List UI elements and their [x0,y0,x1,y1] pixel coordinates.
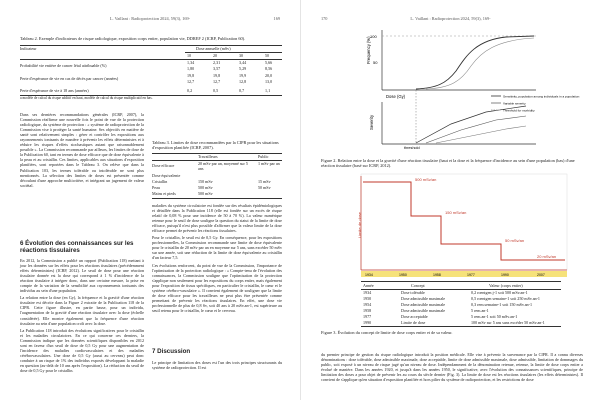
table2-cell: 5,66 [265,60,273,65]
table2-cell: 12,8 [239,79,247,84]
paragraph: Pour le cristallin, le seuil est de 0,5 Gy. En conséquence, pour les expositions professionnelles, la Commission recommande une limite de dose équivalente pour le cristallin de 20 mSv par an en moyenne sur 5 ans, sans excéder 50 mSv sur une année, soit une réduction de la limite de dose équivalente au cristallin d'un facteur 7,5. [152,235,282,261]
fig2-frequency-curve-2 [426,38,534,89]
fig3-table-top-rule [361,281,561,282]
table2-top-rule [20,45,282,46]
fig3-year: 1958 [433,273,441,277]
section-7-heading: 7 Discussion [152,348,191,355]
fig3-year: 2007 [537,273,545,277]
table2-cell: 1,34 [187,60,195,65]
table2-cell: 8,56 [265,66,273,71]
table3-cell: 20 mSv par an, moyenné sur 5 ans [198,161,248,171]
fig3-table-cell: Dose admissible maximale [401,296,446,301]
table2-cell: 0,7 [239,88,245,93]
table2-cell: 3,44 [239,60,247,65]
left-col1-text [20,112,144,236]
fig3-table-cell: 5 rem.an-1 [471,308,489,313]
left-col2-text [152,203,282,345]
table3-bottom-rule [152,198,282,199]
table2-cell: 19,8 [187,73,195,78]
fig3-table-cell: 5 rem.an-1 soit 50 mSv.an-1 [471,314,518,319]
table2-row-label: Probabilité vie entière de cancer létal attribuable (%) [20,63,107,68]
fig3-table-cell: 1990 [363,320,372,325]
table3-cell: 50 mSv [258,185,271,190]
table2-cell: 13,0 [265,79,273,84]
figure-2-diagram [356,26,580,150]
table3-cell: 1 mSv par an [258,161,280,166]
fig3-table-cell: Dose acceptable [401,314,428,319]
table2-col-dose: Dose annuelle (mSv) [196,46,231,51]
left-col2-text-2 [152,360,282,390]
fig3-table-head-rule [361,289,561,290]
fig2-frequency-curve [416,36,534,89]
table3-caption: Tableau 3. Limites de dose recommandées par la CIPR pour les situations d'exposition planifiée (ICRP, 2007). [152,140,279,151]
table2-footnote: a modèle de calcul du risque additif en haut, modèle de calcul du risque multiplicatif en bas. [20,96,153,100]
fig3-table-cell: 1958 [363,308,372,313]
right-page [300,0,600,400]
right-body-text: du premier principe de gestion du risque radiologique introduit la position médicale. Elle vise à prévenir la survenance par la CIPR. Il a connu diverses dénominations : dose tolérable, dose admissible maximale, dose acceptable, limite de dose admissible maximale, dose admissible, limitation de dommages du public, soit exposé à un niveau de risque jugé qu'un niveau de dose. Indépendamment de la dénomination retenue, retenue, la limite de dose corps entier a évolué de manière. Dans les années 1920, et jusqu'à dans les années 1950, le significative, avec l'évolution des connaissances scientifiques, principe de limitation des doses a pour objet de prévenir les au cours du siècle dernier (Fig. 3). La limite de dose est les réactions tissulaires (les effets déterministes). Il convient de s'applique qu'en situation d'exposition planifiée et hors pilier du système de radioprotection, et les restrictions de dose [321,352,583,383]
table3-cell: 500 mSv [198,185,213,190]
table3-cell: 500 mSv [198,191,213,196]
paragraph: Le principe de limitation des doses est l'un des trois principes structurants du système de radioprotection. Il est [152,360,282,371]
fig3-table-head: Valeur (corps entier) [489,283,523,288]
fig2-legend-text: Threshold for morbidity [503,108,535,113]
left-page-number: 169 [273,16,280,21]
fig3-year: 1990 [501,273,509,277]
table2-cell: 19,9 [239,73,247,78]
table2-cell: 5,29 [239,66,247,71]
table2-cell: 0,5 [213,88,219,93]
fig3-year: 1950 [399,273,407,277]
table3-row-label: Dose équivalente [152,173,181,178]
fig3-table-cell: Dose tolérable [401,290,425,295]
fig2-severity-label: Severity [369,114,374,130]
fig3-table-cell: 1977 [363,314,372,319]
table2-cell: 2,31 [213,60,221,65]
table2-cell: 20,0 [265,73,273,78]
table2-row-label: Perte d'espérance de vie à 18 ans (années) [20,88,89,93]
figure-2-caption: Figure 2. Relation entre la dose et la gravité d'une réaction tissulaire (haut et la dose et la fréquence d'incidence au sein d'une population (bas) d'une réaction tissulaire (basé sur ICRP, 2012). [321,158,575,169]
fig3-table-cell: 1954 [363,302,372,307]
fig3-table-cell: Dose admissible maximale [401,308,446,313]
table3-row-label: Cristallin [152,179,168,184]
fig3-year-axis [361,271,567,277]
table2-cell: 12,7 [187,79,195,84]
table3-col-workers: Travailleurs [198,154,218,159]
table2-cell: 1,1 [265,88,271,93]
paragraph: En 2012, la Commission a publié un rapport (Publication 118) mettant à jour les données sur les effets pour les réactions tissulaires (précédemment effets déterministes) (ICRP, 2012). Le seuil de dose pour une réaction tissulaire donnée est la dose qui correspond à 1 % d'incidence de la réaction tissulaire à intégrer donc, dans une certaine mesure, la prise en compte de la variation de la sensibilité aux rayonnements ionisants des individus au sein d'une population. [20,258,144,294]
table2-cell: 19,8 [213,73,221,78]
fig2-y-50: 50 [373,60,378,65]
figure-3-caption: Figure 3. Évolution du concept de limite de dose corps entier et de sa valeur. [321,330,453,335]
paragraph: La relation entre la dose (en Gy), la fréquence et la gravité d'une réaction tissulaire est décrite dans la Figure 2 extraite de la Publication 118 de la CIPR. Cette figure illustre, en partie basse, pour un individu, l'augmentation de la gravité d'une réaction tissulaire avec la dose (échelle considérée). Elle montre également que la fréquence d'une réaction tissulaire au sein d'une population croît avec la dose. [20,295,144,326]
fig3-table-cell: Limite de dose [401,320,426,325]
table2-cell: 0,2 [187,88,193,93]
fig3-table-head: Année [363,283,374,288]
fig3-table-head: Concept [411,283,425,288]
fig3-y-label: Limite de dose [357,211,362,238]
table3-col-public: Public [258,154,269,159]
table2-col-indicator: Indicateur [20,46,37,51]
left-header-author: L. Vaillant : Radioprotection 2024, 59(3), 169- [109,16,191,21]
table2-dose-20: 20 [213,53,218,58]
table2-row-label: Perte d'espérance de vie en cas de décès par cancer (années) [20,76,119,81]
section-6-heading: 6 Évolution des connaissances sur les réactions tissulaires [20,240,134,254]
fig3-table-cell: 0,3 rem.semaine-1 soit 150 mSv.an-1 [471,302,533,307]
fig2-legend-text: Sensitivity, population among individuals in a population [503,94,580,99]
figure-3-chart [341,174,571,278]
table2-dose-50: 50 [265,53,270,58]
table2-cell: 12,7 [213,79,221,84]
fig3-table-cell: 1934 [363,290,372,295]
fig2-legend-text: Variable severity [503,101,526,106]
fig3-year: 1977 [467,273,475,277]
fig2-threshold-label: threshold [404,146,420,150]
fig2-y-label: Frequency (%) [366,36,371,64]
fig3-level-label: 50 mSv/an [505,238,525,243]
fig2-y-100: 100 [370,34,377,39]
paragraph: Ces évolutions renforcent, du point de vue de la Commission, l'importance de l'optimisation de la protection radiologique : « Compte-tenu de l'évolution des connaissances, la Commission souligne que l'optimisation de la protection s'applique non seulement pour les expositions du corps entier, mais également pour l'exposition de tissus spécifiques, en particulier le cristallin, le cœur et le système cérébro-vasculaire ». Il convient également de souligner que la limite de dose efficace pour les travailleurs ne peut plus être présentée comme permettant de prévenir les réactions tissulaires. En effet, une dose vie professionnelle de plus de 0,8 Sv, soit 40 ans à 20 mSv.an-1, est supérieure au seuil retenu pour le cristallin, le cœur et le cerveau. [152,262,282,313]
right-page-number: 170 [321,16,328,21]
table2-cell: 1,80 [187,66,195,71]
table3-cell: 15 mSv [258,179,271,184]
paragraph: La Publication 118 introduit des évolutions significatives pour le cristallin et les maladies circulatoires. En ce qui concerne ces derniers, la Commission indique que les données scientifiques disponibles en 2012 sont en faveur d'un seuil de dose de 0,5 Gy pour une augmentation de l'incidence des maladies cardiovasculaires et des maladies cérébrovasculaires. Une dose de 0,5 Gy (aussi au cerveau) peut donc conduire à un risque de 1% des individus exposés développant la maladie en question (au-delà de 10 ans après l'exposition). La réduction du seuil de dose de 0,5 Gy pour le cristallin. [20,327,144,373]
table3-row-label: Mains et pieds [152,191,176,196]
right-header-author: L. Vaillant : Radioprotection 2024, 59(3), 169- [410,16,491,21]
fig2-x-label: Dose (Gy) [386,94,406,99]
table3-row-label: Dose efficace [152,163,175,168]
fig3-table-cell: 0,2 roentgen.j-1 soit 500 mSv.an-1 [471,290,528,295]
table2-caption: Tableau 2. Exemple d'indicateurs de risque radiologique, exposition corps entier, population vie, DDREF 2 (ICRP, Publication 60). [20,36,246,41]
fig3-table-cell: 1950 [363,296,372,301]
fig3-table-bottom-rule [361,326,561,327]
paragraph: Dans ses dernières recommandations générales (ICRP, 2007), la Commission réaffirme une nouvelle fois le point de vue de la protection radiologique, du système de protection : « système de radioprotection de la Commission vise à protéger la santé humaine. Ses objectifs en matière de santé sont relativement simples : gérer et contrôler les expositions aux rayonnements ionisants de manière à prévenir les effets déterministes et à réduire les risques d'effets stochastiques autant que raisonnablement possible ». La Commission recommande par ailleurs, les limites de dose de la Publication 60, tant en termes de dose efficace que de dose équivalente à la peau et au cristallin. Ces limites, applicables aux situations d'exposition planifiées, sont reportées dans le Tableau 3. On relève que dans la Publication 103, les termes tolérable ou intolérable ne sont plus mentionnés. La sélection des limites de doses est présentée comme découlant d'une approche multicritère, et intégrant un jugement de valeur sociétal. [20,112,144,188]
fig3-level-label: 150 mSv/an [445,210,467,215]
table2-dose-30: 30 [239,53,244,58]
table3-cell: 150 mSv [198,179,213,184]
paragraph: maladies du système circulatoire est fondée sur des résultats épidémiologiques et détaillée dans la Publication 118 (elle est fondée sur un excès de risque relatif de 0,08 % pour une incidence de 50 à 70 %). La valeur numérique retenue pour le seuil de dose souligne la question du statut de la limite de dose efficace, puisqu'il n'est plus possible d'affirmer que la valeur limite de la dose efficace permet de prévenir les réactions tissulaires. [152,203,282,234]
fig3-table-cell: 0,5 roentgen semaine-1 soit 250 mSv.an-1 [471,296,540,301]
table2-dose-10: 10 [187,53,192,58]
fig3-year: 1934 [365,273,373,277]
left-col1-text-2 [20,258,144,394]
fig3-table-cell: 100 mSv sur 5 ans sans excéder 50 mSv.an-1 [471,320,545,325]
table3-row-label: Peau [152,185,160,190]
fig3-level-label: 20 mSv/an [537,254,557,259]
fig3-level-label: 500 mSv/an [415,177,437,182]
table2-cell: 3,57 [213,66,221,71]
fig3-table-cell: Dose admissible maximale [401,302,446,307]
